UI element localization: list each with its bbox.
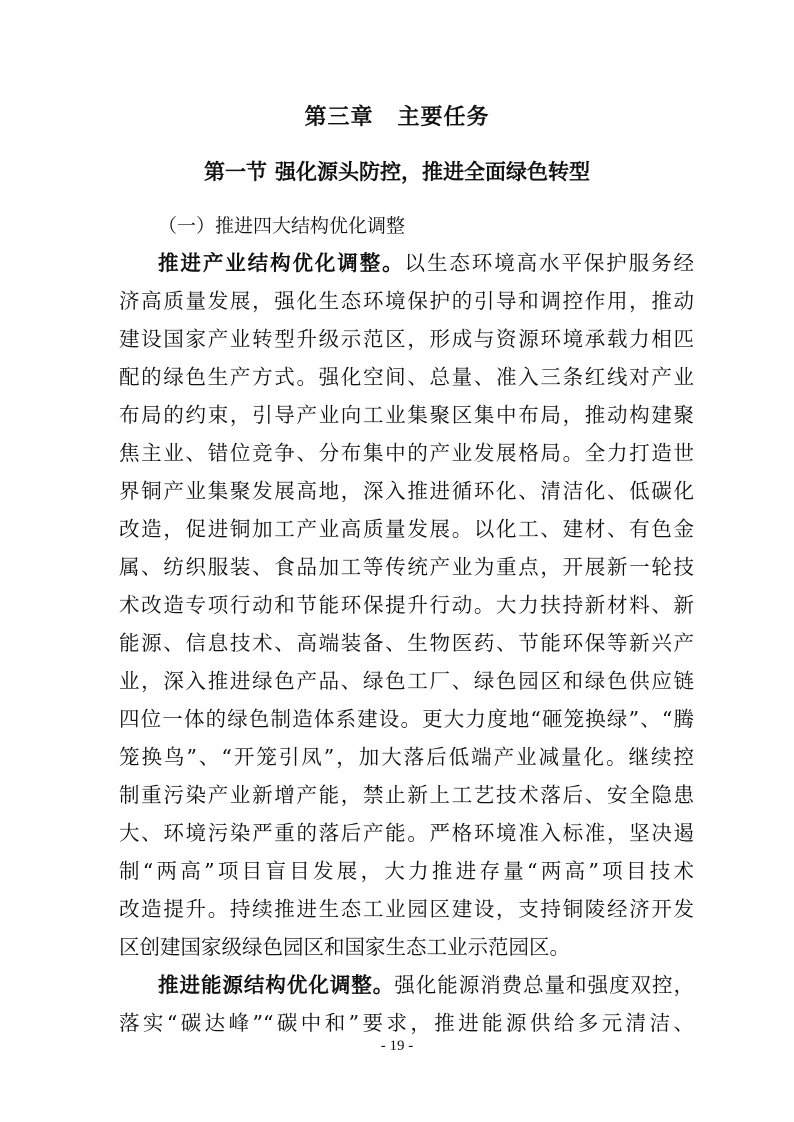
paragraph-line: 推进能源结构优化调整。强化能源消费总量和强度双控，	[158, 973, 695, 997]
paragraph-line: 焦主业、错位竞争、分布集中的产业发展格局。全力打造世	[119, 441, 694, 465]
paragraph-line: 界铜产业集聚发展高地，深入推进循环化、清洁化、低碳化	[119, 479, 694, 503]
paragraph-line: 区创建国家级绿色园区和国家生态工业示范园区。	[119, 935, 570, 959]
page-number: - 19 -	[380, 1038, 414, 1054]
section-title: 强化源头防控，推进全面绿色转型	[275, 160, 590, 184]
paragraph-line: 建设国家产业转型升级示范区，形成与资源环境承载力相匹	[119, 327, 694, 351]
paragraph-lead: 推进能源结构优化调整。	[158, 973, 395, 997]
paragraph-line: 属、纺织服装、食品加工等传统产业为重点，开展新一轮技	[119, 555, 694, 579]
section-heading	[0, 156, 794, 186]
paragraph-line: 改造提升。持续推进生态工业园区建设，支持铜陵经济开发	[119, 897, 694, 921]
paragraph-line: 制重污染产业新增产能，禁止新上工艺技术落后、安全隐患	[119, 783, 694, 807]
paragraph-line: 落实“碳达峰”“碳中和”要求，推进能源供给多元清洁、	[119, 1011, 694, 1035]
paragraph-line: 济高质量发展，强化生态环境保护的引导和调控作用，推动	[119, 289, 694, 313]
chapter-label: 第三章	[304, 105, 374, 130]
paragraph-line: 改造，促进铜加工产业高质量发展。以化工、建材、有色金	[119, 517, 694, 541]
section-label: 第一节	[204, 160, 267, 184]
paragraph-line: 笼换鸟”、“开笼引凤”，加大落后低端产业减量化。继续控	[119, 745, 694, 769]
paragraph-lead: 推进产业结构优化调整。	[158, 251, 405, 275]
chapter-title: 主要任务	[397, 105, 490, 130]
paragraph-line: 业，深入推进绿色产品、绿色工厂、绿色园区和绿色供应链	[119, 669, 694, 693]
paragraph-line: 制“两高”项目盲目发展，大力推进存量“两高”项目技术	[119, 859, 694, 883]
chapter-heading	[0, 100, 794, 131]
paragraph-line: 配的绿色生产方式。强化空间、总量、准入三条红线对产业	[119, 365, 694, 389]
subsection-heading: （一）推进四大结构优化调整	[158, 215, 406, 237]
paragraph-line: 能源、信息技术、高端装备、生物医药、节能环保等新兴产	[119, 631, 694, 655]
paragraph-line: 推进产业结构优化调整。以生态环境高水平保护服务经	[158, 251, 695, 275]
paragraph-line: 术改造专项行动和节能环保提升行动。大力扶持新材料、新	[119, 593, 694, 617]
paragraph-line: 四位一体的绿色制造体系建设。更大力度地“砸笼换绿”、“腾	[119, 707, 694, 731]
paragraph-line: 布局的约束，引导产业向工业集聚区集中布局，推动构建聚	[119, 403, 694, 427]
paragraph-line: 大、环境污染严重的落后产能。严格环境准入标准，坚决遏	[119, 821, 694, 845]
